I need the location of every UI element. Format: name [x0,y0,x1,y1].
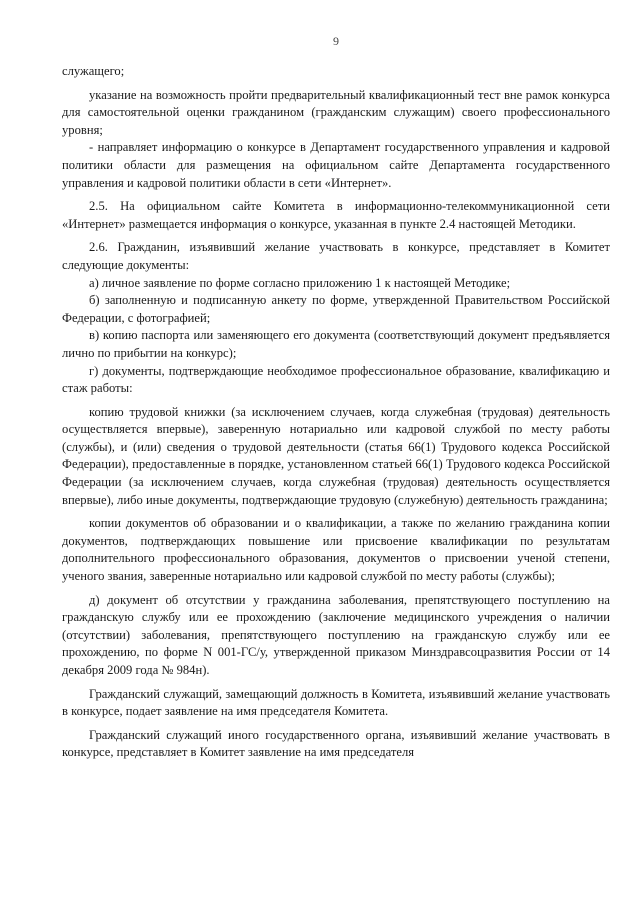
paragraph: Гражданский служащий, замещающий должность в Комитета, изъявивший желание участвовать в конкурсе, подает заявление на имя председателя Комитета. [62,686,610,719]
paragraph: копию трудовой книжки (за исключением случаев, когда служебная (трудовая) деятельность осуществляется впервые), заверенную нотариально или кадровой службой по месту работы (службы), и (или) сведения о трудовой деятельности (статья 66(1) Трудового кодекса Российской Федерации), предоставленные в порядке, установленном статьей 66(1) Трудового кодекса Российской Федерации (за исключением случаев, когда служебная (трудовая) деятельность осуществляется впервые), либо иные документы, подтверждающие трудовую (служебную) деятельность гражданина; [62,404,610,507]
paragraph: б) заполненную и подписанную анкету по форме, утвержденной Правительством Российской Федерации, с фотографией; [62,293,610,325]
paragraph: 2.6. Гражданин, изъявивший желание участвовать в конкурсе, представляет в Комитет следующие документы: [62,240,610,272]
page-number: 9 [333,34,339,48]
paragraph: г) документы, подтверждающие необходимое профессиональное образование, квалификацию и стаж работы: [62,363,610,396]
document-body [62,63,610,762]
paragraph: копии документов об образовании и о квалификации, а также по желанию гражданина копии документов, подтверждающих повышение или присвоение квалификации по результатам дополнительного профессионального образования, документов о присвоении ученой степени, ученого звания, заверенные нотариально или кадровой службой по месту работы (службы); [62,516,610,584]
document-page [62,0,610,905]
paragraph: д) документ об отсутствии у гражданина заболевания, препятствующего поступлению на гражданскую службу или ее прохождению (заключение медицинского учреждения о наличии (отсутствии) заболевания, препятствующего поступлению на гражданскую службу или ее прохождению, по форме N 001-ГС/у, утвержденной приказом Минздравсоцразвития России от 14 декабря 2009 года № 984н). [62,592,610,677]
paragraph: Гражданский служащий иного государственного органа, изъявивший желание участвовать в конкурсе, представляет в Комитет заявление на имя председателя [62,727,610,760]
paragraph: служащего; [62,64,125,78]
paragraph: - направляет информацию о конкурсе в Департамент государственного управления и кадровой политики области для размещения на официальном сайте Департамента государственного управления и кадровой политики области в сети «Интернет». [62,140,610,190]
paragraph: а) личное заявление по форме согласно приложению 1 к настоящей Методике; [89,275,511,290]
paragraph: в) копию паспорта или заменяющего его документа (соответствующий документ предъявляется лично по прибытии на конкурс); [62,328,610,360]
paragraph: указание на возможность пройти предварительный квалификационный тест вне рамок конкурса для самостоятельной оценки гражданином (гражданским служащим) своего профессионального уровня; [62,87,610,137]
paragraph: 2.5. На официальном сайте Комитета в информационно-телекоммуникационной сети «Интернет» размещается информация о конкурсе, указанная в пункте 2.4 настоящей Методики. [62,199,610,231]
